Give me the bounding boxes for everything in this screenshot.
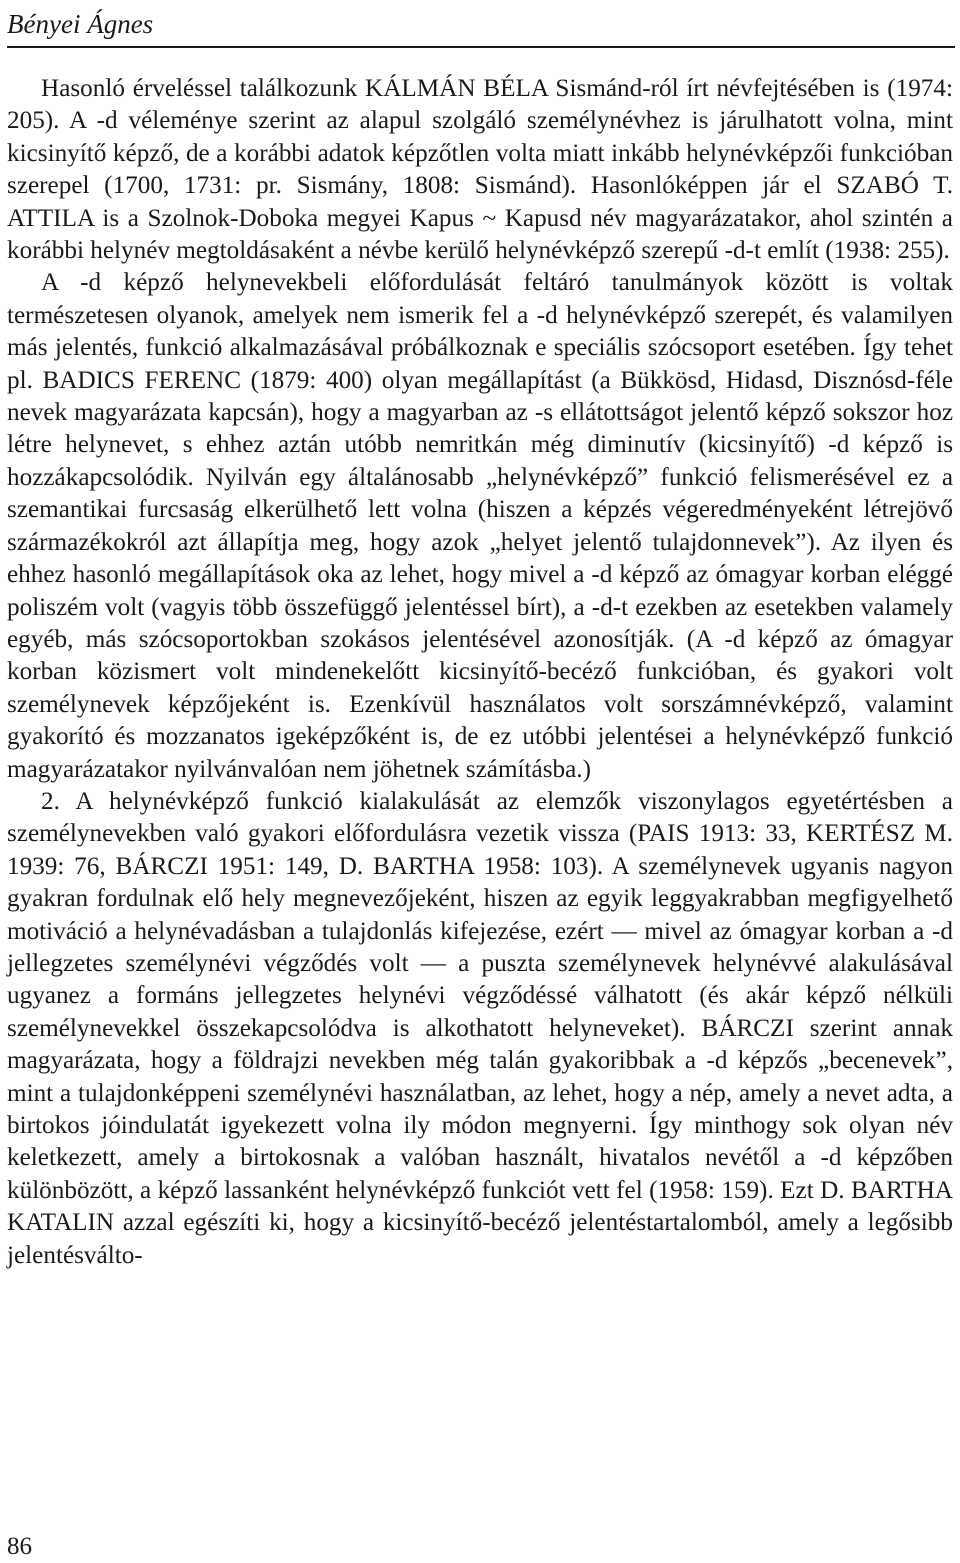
paragraph: 2. A helynévképző funkció kialakulását az elemzők viszonylagos egyetértésben a személynevekben való gyakori előfordulásra vezetik vissza (PAIS 1913: 33, KERTÉSZ M. 1939: 76, BÁRCZI 1951: 149, D. BARTHA 1958: 103). A személynevek ugyanis nagyon gyakran fordulnak elő hely megnevezőjeként, hiszen az egyik leggyakrabban megfigyelhető motiváció a helynévadásban a tulajdonlás kifejezése, ezért — mivel az ómagyar korban a -d jellegzetes személynévi végződés volt — a puszta személynevek helynévvé alakulásával ugyanez a formáns jellegzetes helynévi végződéssé válhatott (és akár képző nélküli személynevekkel összekapcsolódva is alkothatott helyneveket). BÁRCZI szerint annak magyarázata, hogy a földrajzi nevekben még talán gyakoribbak a -d képzős „becenevek”, mint a tulajdonképpeni személynévi használatban, az lehet, hogy a nép, amely a nevet adta, a birtokos jóindulatát igyekezett volna ily módon megnyerni. Így minthogy sok olyan név keletkezett, amely a birtokosnak a valóban használt, hivatalos nevétől a -d képzőben különbözött, a képző lassanként helynévképző funkciót vett fel (1958: 159). Ezt D. BARTHA KATALIN azzal egészíti ki, hogy a kicsinyítő-becéző jelentéstartalomból, amely a legősibb jelentésválto- (7, 787, 953, 1269)
running-header-author: Bényei Ágnes (7, 9, 154, 39)
page-number: 86 (7, 1533, 32, 1560)
body-text (7, 73, 953, 1272)
running-header (7, 4, 955, 48)
paragraph: Hasonló érveléssel találkozunk KÁLMÁN BÉLA Sismánd-ról írt névfejtésében is (1974: 205). A -d véleménye szerint az alapul szolgáló személynévhez is járulhatott volna, mint kicsinyítő képző, de a korábbi adatok képzőtlen volta miatt inkább helynévképzői funkcióban szerepel (1700, 1731: pr. Sismány, 1808: Sismánd). Hasonlóképpen jár el SZABÓ T. ATTILA is a Szolnok-Doboka megyei Kapus ~ Kapusd név magyarázatakor, ahol szintén a korábbi helynév megtoldásaként a névbe kerülő helynévképző szerepű -d-t említ (1938: 255). (7, 75, 953, 265)
paragraph: A -d képző helynevekbeli előfordulását feltáró tanulmányok között is voltak természetesen olyanok, amelyek nem ismerik fel a -d helynévképző szerepét, és valamilyen más jelentés, funkció alkalmazásával próbálkoznak e speciális szócsoport esetében. Így tehet pl. BADICS FERENC (1879: 400) olyan megállapítást (a Bükkösd, Hidasd, Disznósd-féle nevek magyarázata kapcsán), hogy a magyarban az -s ellátottságot jelentő képző sokszor hoz létre helynevet, s ehhez aztán utóbb nemritkán még diminutív (kicsinyítő) -d képző is hozzákapcsolódik. Nyilván egy általánosabb „helynévképző” funkció felismerésével ez a szemantikai furcsaság elkerülhető lett volna (hiszen a képzés végeredményeként létrejövő származékokról azt állapítja meg, hogy azok „helyet jelentő tulajdonnevek”). Az ilyen és ehhez hasonló megállapítások oka az lehet, hogy mivel a -d képző az ómagyar korban eléggé poliszém volt (vagyis több összefüggő jelentéssel bírt), a -d-t ezekben az esetekben valamely egyéb, más szócsoportokban szokásos jelentésével azonosítják. (A -d képző az ómagyar korban közismert volt mindenekelőtt kicsinyítő-becéző funkcióban, és gyakori volt személynevek képzőjeként is. Ezenkívül használatos volt sorszámnévképző, valamint gyakorító és mozzanatos igeképzőként is, de ez utóbbi jelentései a helynévképző funkció magyarázatakor nyilvánvalóan nem jöhetnek számításba.) (7, 269, 953, 783)
